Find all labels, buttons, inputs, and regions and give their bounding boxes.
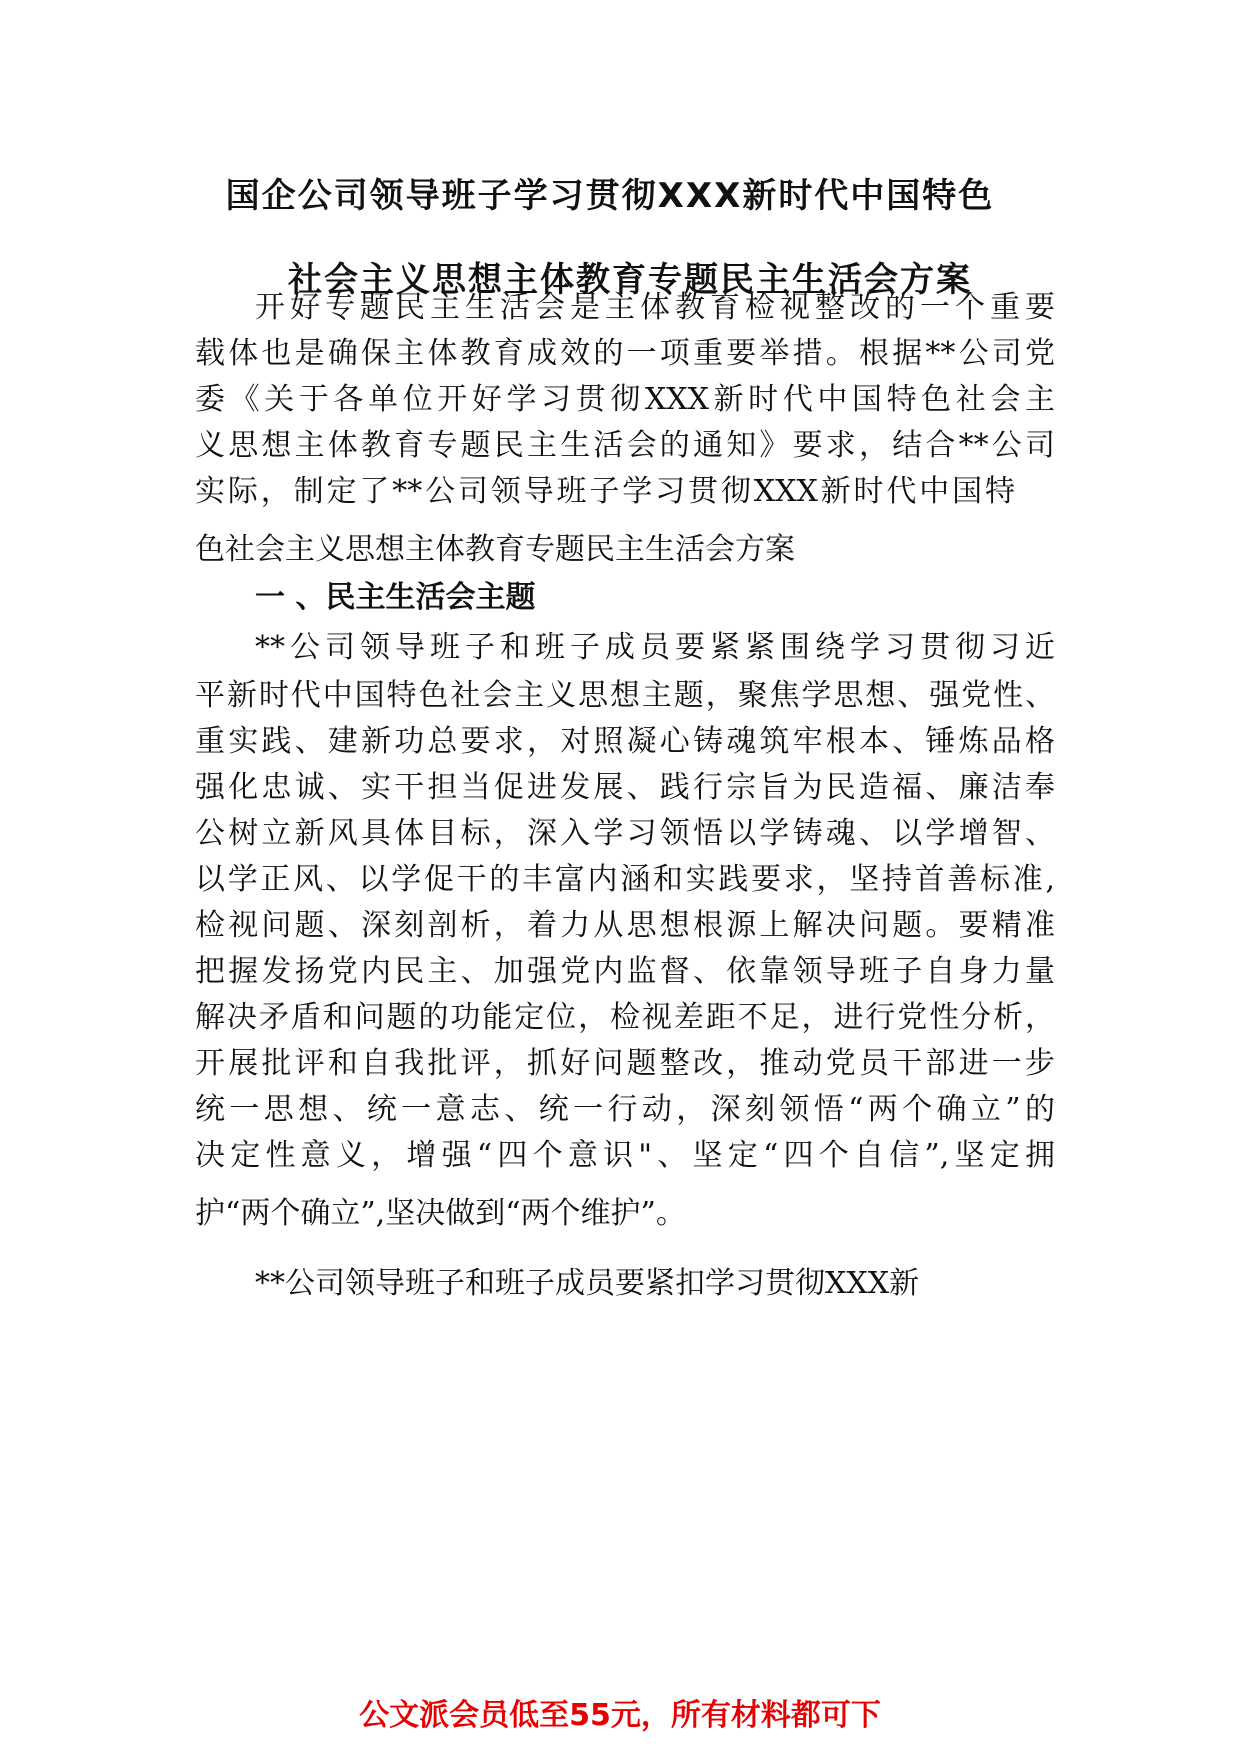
document-title-line-1: 国企公司领导班子学习贯彻XXX新时代中国特色 [225, 176, 995, 216]
intro-line: 载体也是确保主体教育成效的一项重要举措。根据**公司党 [195, 336, 1055, 371]
intro-line: 义思想主体教育专题民主生活会的通知》要求，结合**公司 [195, 428, 1055, 463]
footer-promo-text: 公文派会员低至55元，所有材料都可下 [359, 1698, 881, 1733]
body-line: 解决矛盾和问题的功能定位，检视差距不足，进行党性分析， [195, 1000, 1055, 1035]
body-line: 把握发扬党内民主、加强党内监督、依靠领导班子自身力量 [195, 954, 1055, 989]
body-line: 开展批评和自我批评，抓好问题整改，推动党员干部进一步 [195, 1046, 1055, 1081]
body-line: **公司领导班子和班子成员要紧紧围绕学习贯彻习近 [255, 630, 1055, 665]
body-line: 重实践、建新功总要求，对照凝心铸魂筑牢根本、锤炼品格 [195, 724, 1055, 759]
body-line: 决定性意义，增强“四个意识"、坚定“四个自信”,坚定拥 [195, 1138, 1055, 1173]
intro-line: 委《关于各单位开好学习贯彻XXX新时代中国特色社会主 [195, 382, 1055, 417]
section-heading: 一 、民主生活会主题 [255, 580, 536, 615]
intro-line: 实际，制定了**公司领导班子学习贯彻XXX新时代中国特 [195, 474, 1015, 509]
body-line: 公树立新风具体目标，深入学习领悟以学铸魂、以学增智、 [195, 816, 1055, 851]
body-line: **公司领导班子和班子成员要紧扣学习贯彻XXX新 [255, 1266, 920, 1301]
body-line: 护“两个确立”,坚决做到“两个维护”。 [195, 1196, 686, 1231]
intro-line: 色社会主义思想主体教育专题民主生活会方案 [195, 532, 795, 567]
document-title-line-2: 社会主义思想主体教育专题民主生活会方案 [288, 260, 972, 300]
body-line: 强化忠诚、实干担当促进发展、践行宗旨为民造福、廉洁奉 [195, 770, 1055, 805]
body-line: 平新时代中国特色社会主义思想主题，聚焦学思想、强党性、 [195, 678, 1055, 713]
body-line: 以学正风、以学促干的丰富内涵和实践要求，坚持首善标准, [195, 862, 1055, 897]
body-line: 检视问题、深刻剖析，着力从思想根源上解决问题。要精准 [195, 908, 1055, 943]
body-line: 统一思想、统一意志、统一行动，深刻领悟“两个确立”的 [195, 1092, 1055, 1127]
intro-line: 开好专题民主生活会是主体教育检视整改的一个重要 [255, 290, 1055, 325]
